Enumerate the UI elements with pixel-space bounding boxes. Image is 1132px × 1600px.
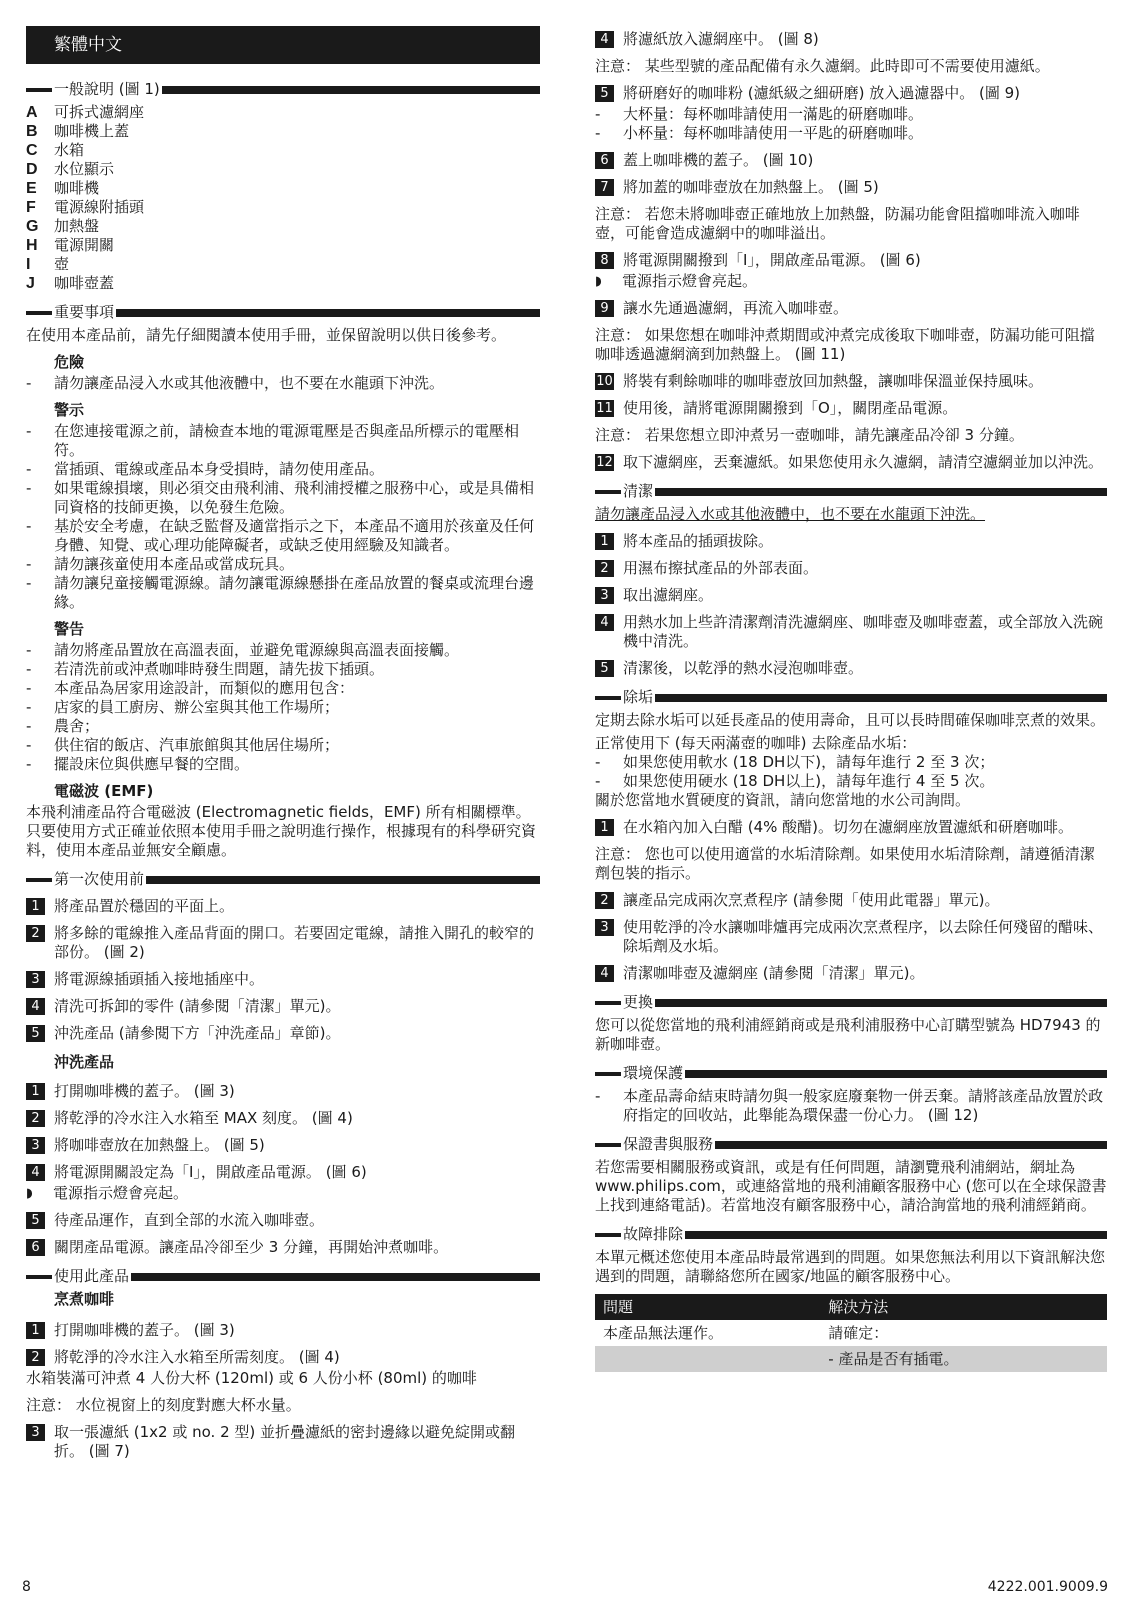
section-heading-environment: 環境保護 (595, 1064, 1107, 1083)
table-header-row (595, 1294, 1107, 1320)
important-intro: 在使用本產品前，請先仔細閱讀本使用手冊，並保留說明以供日後參考。 (26, 326, 507, 344)
part-item: C 水箱 (26, 141, 85, 159)
emf-text: 本飛利浦產品符合電磁波 (Electromagnetic fields，EMF) 所有相關標準。只要使用方式正確並依照本使用手冊之說明進行操作，根據現有的科學研究資料，使用本產品並無安全顧慮。 (26, 803, 537, 859)
part-item: E 咖啡機 (26, 179, 100, 197)
step: 6 蓋上咖啡機的蓋子。 (圖 10) (595, 151, 1107, 170)
brew-title: 烹煮咖啡 (54, 1290, 115, 1308)
step: 1 將本產品的插頭拔除。 (595, 532, 1107, 551)
section-heading-replacement: 更換 (595, 993, 1107, 1012)
troubleshooting-intro: 本單元概述您使用本產品時最常遇到的問題。如果您無法利用以下資訊解決您遇到的問題，請聯絡您所在國家/地區的顧客服務中心。 (595, 1248, 1106, 1285)
step: 2 將多餘的電線推入產品背面的開口。若要固定電線，請推入開孔的較窄的部份。 (圖 2) (26, 924, 540, 962)
step: 1 打開咖啡機的蓋子。 (圖 3) (26, 1321, 540, 1340)
result-bullet: ◗ 電源指示燈會亮起。 (26, 1184, 189, 1202)
descaling-ask: 關於您當地水質硬度的資訊，請向您當地的水公司詢問。 (595, 791, 971, 809)
step: 4 清洗可拆卸的零件 (請參閱「清潔」單元)。 (26, 997, 540, 1016)
step: 11 使用後，請將電源開關撥到「O」，關閉產品電源。 (596, 399, 958, 417)
part-item: B 咖啡機上蓋 (26, 122, 130, 140)
step: 5 清潔後，以乾淨的熱水浸泡咖啡壺。 (595, 659, 1107, 678)
step: 3 取出濾網座。 (595, 586, 1107, 605)
caution-item: - 擺設床位與供應早餐的空間。 (26, 755, 250, 773)
table-row (595, 1346, 1107, 1372)
caution-title: 警告 (54, 620, 85, 638)
column-header-solution: 解決方法 (820, 1294, 1107, 1320)
step: 10 將裝有剩餘咖啡的咖啡壺放回加熱盤，讓咖啡保溫並保持風味。 (596, 372, 1044, 390)
step: 3 將電源線插頭插入接地插座中。 (26, 970, 540, 989)
note: 注意： 如果您想在咖啡沖煮期間或沖煮完成後取下咖啡壺，防漏功能可阻擋咖啡透過濾網滴到加熱盤上。 (圖 11) (595, 326, 1095, 363)
part-item: J 咖啡壺蓋 (26, 274, 115, 292)
guarantee-text: 若您需要相關服務或資訊，或是有任何問題，請瀏覽飛利浦網站，網址為 www.philips.com，或連絡當地的飛利浦顧客服務中心 (您可以在全球保證書上找到連絡電話)。若當地沒有顧客服務中心，請洽詢當地的飛利浦經銷商。 (595, 1158, 1107, 1214)
dash-item: - 大杯量：每杯咖啡請使用一滿匙的研磨咖啡。 (595, 105, 924, 123)
step: 4 清潔咖啡壺及濾網座 (請參閱「清潔」單元)。 (595, 964, 1107, 983)
emf-title: 電磁波 (EMF) (54, 782, 154, 800)
warning-title: 警示 (54, 401, 85, 419)
page-number: 8 (22, 1579, 31, 1595)
problem-cell: 本產品無法運作。 (603, 1323, 724, 1342)
warning-item: - 當插頭、電線或產品本身受損時，請勿使用產品。 (26, 460, 385, 478)
part-item: I 壺 (26, 255, 70, 273)
section-heading-general: 一般說明 (圖 1) (26, 80, 540, 99)
step: 3 將咖啡壺放在加熱盤上。 (圖 5) (26, 1136, 540, 1155)
dash-item: - 小杯量：每杯咖啡請使用一平匙的研磨咖啡。 (595, 124, 924, 142)
note: 注意： 某些型號的產品配備有永久濾網。此時即可不需要使用濾紙。 (595, 57, 1050, 75)
step: 3 使用乾淨的冷水讓咖啡爐再完成兩次烹煮程序，以去除任何殘留的醋味、除垢劑及水垢。 (595, 918, 1107, 956)
note: 注意： 若果您想立即沖煮另一壺咖啡，請先讓產品冷卻 3 分鐘。 (595, 426, 1024, 444)
environment-item: - 本產品壽命結束時請勿與一般家庭廢棄物一併丟棄。請將該產品放置於政府指定的回收站，此舉能為環保盡一份心力。 (圖 12) (595, 1087, 1104, 1124)
column-header-problem: 問題 (595, 1294, 820, 1320)
caution-item: - 請勿將產品置放在高溫表面，並避免電源線與高溫表面接觸。 (26, 641, 460, 659)
right-column (595, 26, 1107, 1372)
step: 2 讓產品完成兩次烹煮程序 (請參閱「使用此電器」單元)。 (595, 891, 1107, 910)
step: 2 將乾淨的冷水注入水箱至 MAX 刻度。 (圖 4) (26, 1109, 540, 1128)
step: 3 取一張濾紙 (1x2 或 no. 2 型) 並折疊濾紙的密封邊緣以避免綻開或翻折。 (圖 7) (26, 1423, 540, 1461)
section-heading-descaling: 除垢 (595, 688, 1107, 707)
step: 7 將加蓋的咖啡壺放在加熱盤上。 (圖 5) (595, 178, 1107, 197)
dash-item: - 如果您使用硬水 (18 DH以上)，請每年進行 4 至 5 次。 (595, 772, 995, 790)
step: 8 將電源開關撥到「I」，開啟產品電源。 (圖 6) (595, 251, 1107, 270)
replacement-text: 您可以從您當地的飛利浦經銷商或是飛利浦服務中心訂購型號為 HD7943 的新咖啡壺。 (595, 1016, 1101, 1053)
step: 12 取下濾網座，丟棄濾紙。如果您使用永久濾網，請清空濾網並加以沖洗。 (596, 453, 1104, 471)
note: 注意： 若您未將咖啡壺正確地放上加熱盤，防漏功能會阻擋咖啡流入咖啡壺，可能會造成濾網中的咖啡溢出。 (595, 205, 1080, 242)
warning-item: - 基於安全考慮，在缺乏監督及適當指示之下，本產品不適用於孩童及任何身體、知覺、或心理功能障礙者，或缺乏使用經驗及知識者。 (26, 517, 535, 554)
step: 1 打開咖啡機的蓋子。 (圖 3) (26, 1082, 540, 1101)
parts-list (26, 103, 540, 293)
bullet-arrow-icon: ◗ (26, 1186, 33, 1201)
part-item: A 可拆式濾網座 (26, 103, 145, 121)
danger-item: - 請勿讓產品浸入水或其他液體中，也不要在水龍頭下沖洗。 (26, 374, 445, 392)
step: 9 讓水先通過濾網，再流入咖啡壺。 (595, 299, 1107, 318)
solution-cell: 請確定： (828, 1323, 889, 1342)
step: 1 將產品置於穩固的平面上。 (26, 897, 540, 916)
warning-item: - 請勿讓兒童接觸電源線。請勿讓電源線懸掛在產品放置的餐桌或流理台邊緣。 (26, 574, 535, 611)
section-heading-cleaning: 清潔 (595, 482, 1107, 501)
table-row (595, 1320, 1107, 1346)
left-column (26, 26, 540, 1463)
step: 4 將濾紙放入濾網座中。 (圖 8) (595, 30, 1107, 49)
bullet-arrow-icon: ◗ (595, 274, 602, 289)
part-item: G 加熱盤 (26, 217, 100, 235)
document-code: 4222.001.9009.9 (987, 1579, 1108, 1595)
section-heading-important: 重要事項 (26, 303, 540, 322)
part-item: D 水位顯示 (26, 160, 115, 178)
warning-item: - 在您連接電源之前，請檢查本地的電源電壓是否與產品所標示的電壓相符。 (26, 422, 520, 459)
caution-item: - 本產品為居家用途設計，而類似的應用包含： (26, 679, 355, 697)
flush-title: 沖洗產品 (54, 1053, 115, 1071)
part-item: H 電源開關 (26, 236, 115, 254)
capacity-text: 水箱裝滿可沖煮 4 人份大杯 (120ml) 或 6 人份小杯 (80ml) 的咖啡 (26, 1369, 477, 1387)
solution-cell: - 產品是否有插電。 (820, 1346, 1107, 1372)
step: 4 用熱水加上些許清潔劑清洗濾網座、咖啡壺及咖啡壺蓋，或全部放入洗碗機中清洗。 (595, 613, 1107, 651)
step: 2 用濕布擦拭產品的外部表面。 (595, 559, 1107, 578)
descaling-normal-use: 正常使用下 (每天兩滿壺的咖啡) 去除產品水垢： (595, 734, 917, 752)
section-heading-first-use: 第一次使用前 (26, 870, 540, 889)
descaling-intro: 定期去除水垢可以延長產品的使用壽命，且可以長時間確保咖啡烹煮的效果。 (595, 711, 1106, 729)
result-bullet: ◗ 電源指示燈會亮起。 (595, 272, 758, 290)
caution-item: - 若清洗前或沖煮咖啡時發生問題，請先拔下插頭。 (26, 660, 385, 678)
troubleshooting-table (595, 1294, 1107, 1372)
section-heading-troubleshooting: 故障排除 (595, 1225, 1107, 1244)
danger-title: 危險 (54, 353, 85, 371)
step: 5 待產品運作，直到全部的水流入咖啡壺。 (26, 1211, 540, 1230)
step: 1 在水箱內加入白醋 (4% 酸醋)。切勿在濾網座放置濾紙和研磨咖啡。 (595, 818, 1107, 837)
warning-item: - 如果電線損壞，則必須交由飛利浦、飛利浦授權之服務中心，或是具備相同資格的技師更換，以免發生危險。 (26, 479, 535, 516)
caution-item: - 供住宿的飯店、汽車旅館與其他居住場所； (26, 736, 340, 754)
section-heading-guarantee: 保證書與服務 (595, 1135, 1107, 1154)
warning-item: - 請勿讓孩童使用本產品或當成玩具。 (26, 555, 295, 573)
step: 5 沖洗產品 (請參閱下方「沖洗產品」章節)。 (26, 1024, 540, 1043)
note: 注意： 水位視窗上的刻度對應大杯水量。 (26, 1396, 301, 1414)
step: 6 關閉產品電源。讓產品冷卻至少 3 分鐘，再開始沖煮咖啡。 (26, 1238, 540, 1257)
dash-item: - 如果您使用軟水 (18 DH以下)，請每年進行 2 至 3 次； (595, 753, 995, 771)
step: 5 將研磨好的咖啡粉 (濾紙級之細研磨) 放入過濾器中。 (圖 9) (595, 84, 1107, 103)
caution-item: - 農舍； (26, 717, 100, 735)
cleaning-warning: 請勿讓產品浸入水或其他液體中，也不要在水龍頭下沖洗。 (595, 505, 986, 523)
note: 注意： 您也可以使用適當的水垢清除劑。如果使用水垢清除劑，請遵循清潔劑包裝的指示。 (595, 845, 1095, 882)
language-banner: 繁體中文 (26, 26, 540, 64)
caution-item: - 店家的員工廚房、辦公室與其他工作場所； (26, 698, 340, 716)
step: 4 將電源開關設定為「I」，開啟產品電源。 (圖 6) (26, 1163, 540, 1182)
part-item: F 電源線附插頭 (26, 198, 145, 216)
section-heading-use: 使用此產品 (26, 1267, 540, 1286)
step: 2 將乾淨的冷水注入水箱至所需刻度。 (圖 4) (26, 1348, 540, 1367)
problem-cell (595, 1346, 820, 1372)
